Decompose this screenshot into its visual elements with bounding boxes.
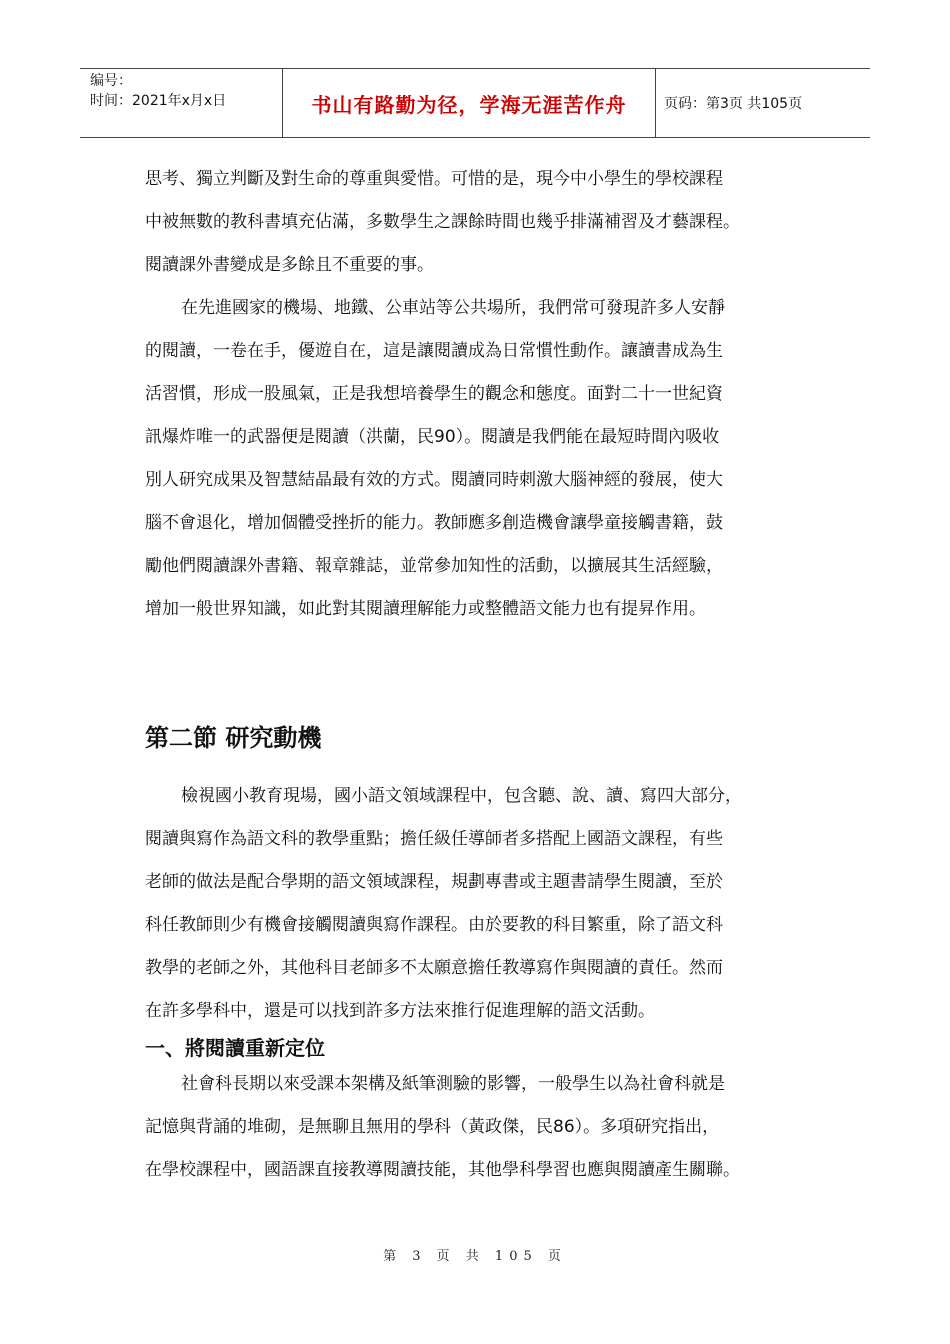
text-line: 檢視國小教育現場，國小語文領域課程中，包含聽、說、讀、寫四大部分， [181,786,742,806]
document-body [145,158,810,1192]
header-meta [80,69,282,137]
text-line: 在學校課程中，國語課直接教導閱讀技能，其他學科學習也應與閱讀產生關聯。 [145,1160,740,1180]
paragraph-2 [145,287,810,631]
text-line: 閱讀課外書變成是多餘且不重要的事。 [145,255,434,275]
number-label: 编号： [90,73,132,89]
text-line: 科任教師則少有機會接觸閱讀與寫作課程。由於要教的科目繁重，除了語文科 [145,915,723,935]
paragraph-3 [145,775,810,1033]
sub-title: 一、將閱讀重新定位 [145,1036,325,1060]
text-line: 增加一般世界知識，如此對其閱讀理解能力或整體語文能力也有提昇作用。 [145,599,706,619]
page-header [80,68,870,138]
page-footer: 第 3 页 共 105 页 [383,1249,567,1264]
paragraph-4 [145,1063,810,1192]
text-line: 活習慣，形成一股風氣，正是我想培養學生的觀念和態度。面對二十一世紀資 [145,384,723,404]
text-line: 閱讀與寫作為語文科的教學重點；擔任級任導師者多搭配上國語文課程，有些 [145,829,723,849]
section-title: 第二節 研究動機 [145,724,322,752]
text-line: 中被無數的教科書填充佔滿，多數學生之課餘時間也幾乎排滿補習及才藝課程。 [145,212,740,232]
text-line: 勵他們閱讀課外書籍、報章雜誌，並常參加知性的活動，以擴展其生活經驗， [145,556,723,576]
text-line: 訊爆炸唯一的武器便是閱讀（洪蘭，民90）。閱讀是我們能在最短時間內吸收 [145,427,720,447]
text-line: 別人研究成果及智慧結晶最有效的方式。閱讀同時刺激大腦神經的發展，使大 [145,470,723,490]
text-line: 在先進國家的機場、地鐵、公車站等公共場所，我們常可發現許多人安靜 [181,298,725,318]
text-line: 記憶與背誦的堆砌，是無聊且無用的學科（黃政傑，民86）。多項研究指出， [145,1117,720,1137]
header-page-code: 页码：第3页 共105页 [664,96,803,112]
text-line: 的閱讀，一卷在手，優遊自在，這是讓閱讀成為日常慣性動作。讓讀書成為生 [145,341,723,361]
text-line: 在許多學科中，還是可以找到許多方法來推行促進理解的語文活動。 [145,1001,655,1021]
text-line: 腦不會退化，增加個體受挫折的能力。教師應多創造機會讓學童接觸書籍，鼓 [145,513,723,533]
text-line: 思考、獨立判斷及對生命的尊重與愛惜。可惜的是，現今中小學生的學校課程 [145,169,723,189]
header-motto: 书山有路勤为径，学海无涯苦作舟 [282,69,656,137]
text-line: 老師的做法是配合學期的語文領域課程，規劃專書或主題書請學生閱讀，至於 [145,872,723,892]
text-line: 社會科長期以來受課本架構及紙筆測驗的影響，一般學生以為社會科就是 [181,1074,725,1094]
time-label: 时间：2021年x月x日 [90,93,227,109]
text-line: 教學的老師之外，其他科目老師多不太願意擔任教導寫作與閱讀的責任。然而 [145,958,723,978]
paragraph-1 [145,158,810,287]
